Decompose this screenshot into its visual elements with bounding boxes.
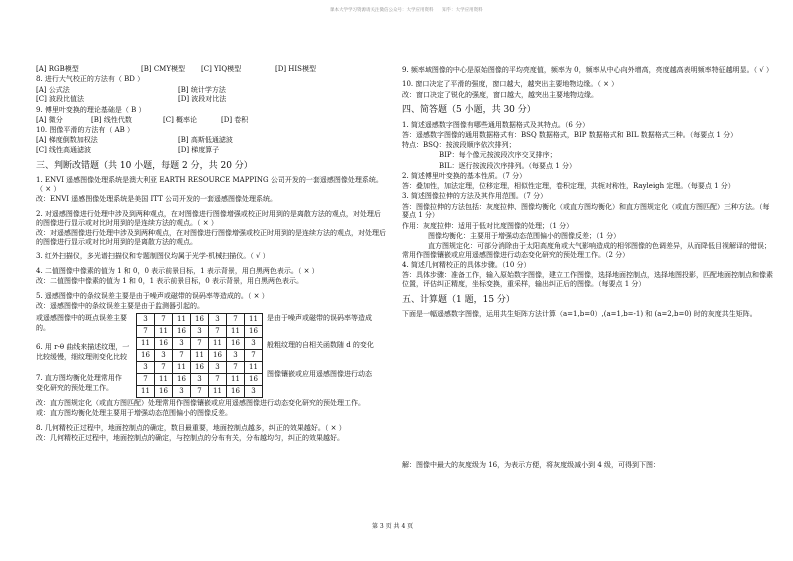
judge-6-right: 般粗纹理的自相关函数随 d 的变化 (267, 340, 374, 349)
answer-1-trait-1: 特点：BSQ：按波段顺序依次排列； (402, 141, 516, 149)
grid-row (137, 313, 263, 325)
gray-level-grid (136, 313, 263, 398)
answer-1-trait-3: BIL：逐行按波段次序排列。（每要点 1 分） (439, 161, 576, 170)
q10-option-d: [D] 梯度算子 (178, 146, 220, 154)
q7-option-c: [C] YIQ模型 (201, 65, 242, 73)
answer-2-question: 2. 简述傅里叶变换的基本性质。（7 分） (402, 171, 527, 180)
grid-cell: 16 (173, 373, 191, 385)
calc-question: 下面是一幅遥感数字图像，运用共生矩阵方法计算（a=1,b=0）,(a=1,b=-1) 和 (a=2,b=0) 时的灰度共生矩阵。 (402, 310, 757, 318)
answer-4-question: 4. 简述几何精校正的具体步骤。（10 分） (402, 261, 531, 269)
right-column (402, 64, 774, 471)
answer-4: 答：具体步骤：准备工作，输入原始数字图像，建立工作图像，选择地面控制点，选择地图投影，匹配地面控制点和像素位置，评估纠正精度，坐标变换，重采样，输出纠正后的图像。（每要点 1 分） (402, 271, 773, 288)
judge-10-fix: 改：窗口决定了锐化的强度，窗口越大，越突出主要地物边缘。 (402, 90, 598, 99)
grid-cell: 3 (227, 349, 245, 361)
answer-3-use-3: 直方图规定化：可部分消除由于太阳高度角或大气影响造成的相邻图像的色调差异，从而降低目视解译的错误；常用作图像镶嵌或应用遥感图像进行动态变化研究的预处理工作。（2 分） (402, 242, 771, 259)
q9-option-d: [D] 卷积 (221, 115, 249, 124)
grid-cell: 3 (155, 349, 173, 361)
section-3-title: 三、判断改错题（共 10 小题，每题 2 分，共 20 分） (36, 160, 253, 171)
judge-grid-region (36, 313, 386, 398)
grid-cell: 16 (137, 349, 155, 361)
judge-7-left: 7. 直方图均衡化处理常用作 (36, 374, 122, 382)
answer-2: 答：叠加性，加法定理，位移定理，相似性定理，卷积定理，共轭对称性，Rayleigh 定理。（每要点 1 分） (402, 182, 735, 190)
left-column (36, 64, 386, 445)
grid-cell: 7 (173, 349, 191, 361)
q8-options-1 (36, 86, 386, 95)
q9-text: 9. 傅里叶变换的理论基础是（ B ） (36, 105, 146, 114)
q10-options-1 (36, 136, 386, 145)
grid-cell: 11 (137, 385, 155, 397)
grid-cell: 7 (227, 313, 245, 325)
grid-cell: 7 (209, 373, 227, 385)
judge-1-text: 1. ENVI 遥感图像处理系统是澳大利亚 EARTH RESOURCE MAPPING 公司开发的一套遥感图像处理系统。 (36, 176, 383, 184)
page-header: 课本大学学习资源请关注微信公众号：大学应用资料 知乎：大学应用资料 (330, 8, 483, 13)
grid-cell: 16 (245, 373, 263, 385)
grid-cell: 3 (209, 313, 227, 325)
grid-cell: 11 (227, 373, 245, 385)
grid-cell: 7 (155, 313, 173, 325)
judge-5-fix3: 的。 (36, 324, 50, 333)
grid-cell: 16 (155, 385, 173, 397)
grid-cell: 3 (173, 337, 191, 349)
judge-6-left2: 比较缓慢，细纹理则变化比较 (36, 353, 127, 362)
judge-2: 2. 对遥感图像进行处理中涉及到两种观点，在对图像进行图像增强或校正时用到的是离散方法的观点，对处理后的图像进行显示或对比时用到的是连续方法的观点。（ × ） (36, 209, 381, 227)
judge-4: 4. 二值图像中像素的值为 1 和 0，0 表示前景目标，1 表示背景，用白黑两色表示。（ × ） (36, 267, 319, 275)
grid-cell: 7 (155, 361, 173, 373)
grid-cell: 11 (245, 313, 263, 325)
judge-5-fix2-right: 是由于噪声或磁带的误码率等造成 (267, 314, 372, 322)
grid-cell: 7 (137, 325, 155, 337)
grid-cell: 16 (227, 337, 245, 349)
grid-cell: 7 (191, 385, 209, 397)
grid-cell: 3 (191, 373, 209, 385)
q10-option-a: [A] 梯度倒数加权法 (36, 136, 98, 145)
q7-option-b: [B] CMY模型 (141, 65, 185, 73)
grid-cell: 11 (209, 337, 227, 349)
judge-8: 8. 几何精校正过程中，地面控制点的确定，数目最重要，地面控制点越多，纠正的效果越好。（ × ） (36, 424, 346, 432)
q7-option-a: [A] RGB模型 (36, 65, 79, 73)
grid-left-text (36, 313, 136, 395)
grid-cell: 11 (173, 313, 191, 325)
section-4-title: 四、简答题（5 小题，共 30 分） (402, 105, 536, 116)
judge-3: 3. 红外扫描仪，多光谱扫描仪和专题制图仪均属于光学-机械扫描仪。（ √ ） (36, 252, 270, 261)
answer-3: 答：图像拉伸的方法包括：灰度拉伸、图像均衡化（或直方图均衡化）和直方图规定化（或直方图匹配）三种方法。（每要点 1 分） (402, 202, 770, 220)
q7-options (36, 65, 386, 74)
judge-5-fix: 改：遥感图像中的条纹误差主要是由于监测器引起的。 (36, 302, 204, 311)
q9-option-b: [B] 线性代数 (91, 115, 132, 124)
judge-4-fix: 改：二值图像中像素的值为 1 和 0，1 表示前景目标，0 表示背景，用白黑两色表示。 (36, 277, 303, 286)
grid-cell: 11 (173, 361, 191, 373)
judge-7-left2: 变化研究的预处理工作。 (36, 384, 113, 393)
grid-cell: 11 (227, 325, 245, 337)
q10-option-b: [B] 高斯低通滤波 (178, 136, 233, 145)
judge-7-fix2: 或：直方图均衡化处理主要用于增强动态范围偏小的图像反差。 (36, 409, 232, 418)
grid-cell: 16 (173, 325, 191, 337)
q9-option-c: [C] 概率论 (163, 115, 198, 124)
answer-3-use-1: 作用：灰度拉伸：适用于低对比度图像的处理；（1 分） (402, 221, 574, 230)
grid-cell: 3 (209, 361, 227, 373)
grid-cell: 3 (245, 385, 263, 397)
grid-cell: 3 (137, 361, 155, 373)
q8-option-c: [C] 波段比值法 (36, 95, 85, 104)
grid-cell: 3 (245, 337, 263, 349)
q7-option-d: [D] HIS模型 (275, 65, 316, 73)
q10-option-c: [C] 线性高通滤波 (36, 146, 92, 154)
q9-options (36, 116, 386, 125)
grid-cell: 16 (191, 313, 209, 325)
judge-7-right: 图像镶嵌或应用遥感图像进行动态 (267, 369, 372, 378)
judge-5: 5. 遥感图像中的条纹误差主要是由于噪声或磁带的误码率等造成的。（ × ） (36, 292, 269, 300)
grid-cell: 16 (209, 349, 227, 361)
grid-cell: 11 (191, 349, 209, 361)
grid-cell: 16 (227, 385, 245, 397)
answer-3-question: 3. 简述图像拉伸的方法及其作用范围。（7 分） (402, 192, 548, 201)
q8-option-a: [A] 公式法 (36, 85, 70, 94)
judge-6-left: 6. 用 r-θ 曲线来描述纹理，一 (36, 343, 130, 351)
answer-3-use-2: 图像均衡化：主要用于增强动态范围偏小的图像反差；（1 分） (428, 231, 621, 240)
answer-1-trait-2: BIP：每个像元按波段次序交叉排序； (439, 151, 557, 160)
grid-cell: 7 (209, 325, 227, 337)
section-5-title: 五、计算题（1 题，15 分） (402, 294, 515, 305)
judge-10: 10. 窗口决定了平滑的强度，窗口越大，越突出主要地物边缘。（ × ） (402, 80, 619, 89)
grid-row (137, 385, 263, 397)
grid-row (137, 337, 263, 349)
q10-options-2 (36, 146, 386, 155)
grid-cell: 11 (209, 385, 227, 397)
judge-8-fix: 改：几何精校正过程中，地面控制点的确定，与控制点的分布有关，分布越均匀，纠正的效果越好。 (36, 434, 344, 443)
judge-1-mark: （ × ） (36, 184, 61, 193)
q8-text: 8. 进行大气校正的方法有（ BD ） (36, 75, 145, 84)
grid-cell: 7 (245, 349, 263, 361)
answer-1-question: 1. 简述遥感数字图像有哪些通用数据格式及其特点。（6 分） (402, 120, 590, 129)
grid-cell: 7 (227, 361, 245, 373)
page-footer: 第 3 页 共 4 页 (372, 523, 414, 530)
grid-cell: 11 (137, 337, 155, 349)
judge-1 (36, 176, 386, 194)
grid-row (137, 361, 263, 373)
q8-option-d: [D] 波段对比法 (178, 95, 227, 104)
q8-option-b: [B] 统计学方法 (178, 85, 226, 94)
judge-5-fix2-left: 或遥感图像中的斑点误差主要 (36, 314, 127, 322)
grid-cell: 3 (137, 313, 155, 325)
judge-2-fix: 改：对遥感图像进行处理中涉及到两种观点，在对图像进行图像增强或校正时用到的是连续方法的观点，对处理后的图像进行显示或对比时用到的是离散方法的观点。 (36, 228, 386, 246)
grid-cell: 3 (191, 325, 209, 337)
grid-cell: 11 (155, 373, 173, 385)
grid-cell: 16 (245, 325, 263, 337)
q9-option-a: [A] 微分 (36, 115, 63, 124)
grid-row (137, 349, 263, 361)
judge-1-fix: 改：ENVI 遥感图像处理系统是美国 ITT 公司开发的一套遥感图像处理系统。 (36, 195, 277, 203)
q8-options-2 (36, 95, 386, 104)
judge-7-fix: 改：直方图规定化（或直方图匹配）处理常用作图像镶嵌或应用遥感图像进行动态变化研究的预处理工作。 (36, 399, 365, 407)
grid-row (137, 373, 263, 385)
grid-cell: 16 (155, 337, 173, 349)
grid-cell: 11 (245, 361, 263, 373)
judge-9: 9. 频率域图像的中心是原始图像的平均亮度值，频率为 0，频率从中心向外增高，亮度越高表明频率特征越明显。（ √ ） (402, 65, 773, 74)
grid-cell: 11 (155, 325, 173, 337)
answer-1: 答：遥感数字图像的通用数据格式有：BSQ 数据格式，BIP 数据格式和 BIL 数据格式三种。（每要点 1 分） (402, 130, 738, 139)
grid-cell: 7 (191, 337, 209, 349)
q10-text: 10. 图像平滑的方法有（ AB ） (36, 126, 135, 134)
calc-answer: 解：图像中最大的灰度级为 16，为表示方便，将灰度级减小到 4 级，可得到下图： (402, 460, 661, 469)
grid-right-text (263, 313, 386, 380)
grid-cell: 16 (191, 361, 209, 373)
grid-cell: 3 (173, 385, 191, 397)
grid-cell: 7 (137, 373, 155, 385)
grid-row (137, 325, 263, 337)
